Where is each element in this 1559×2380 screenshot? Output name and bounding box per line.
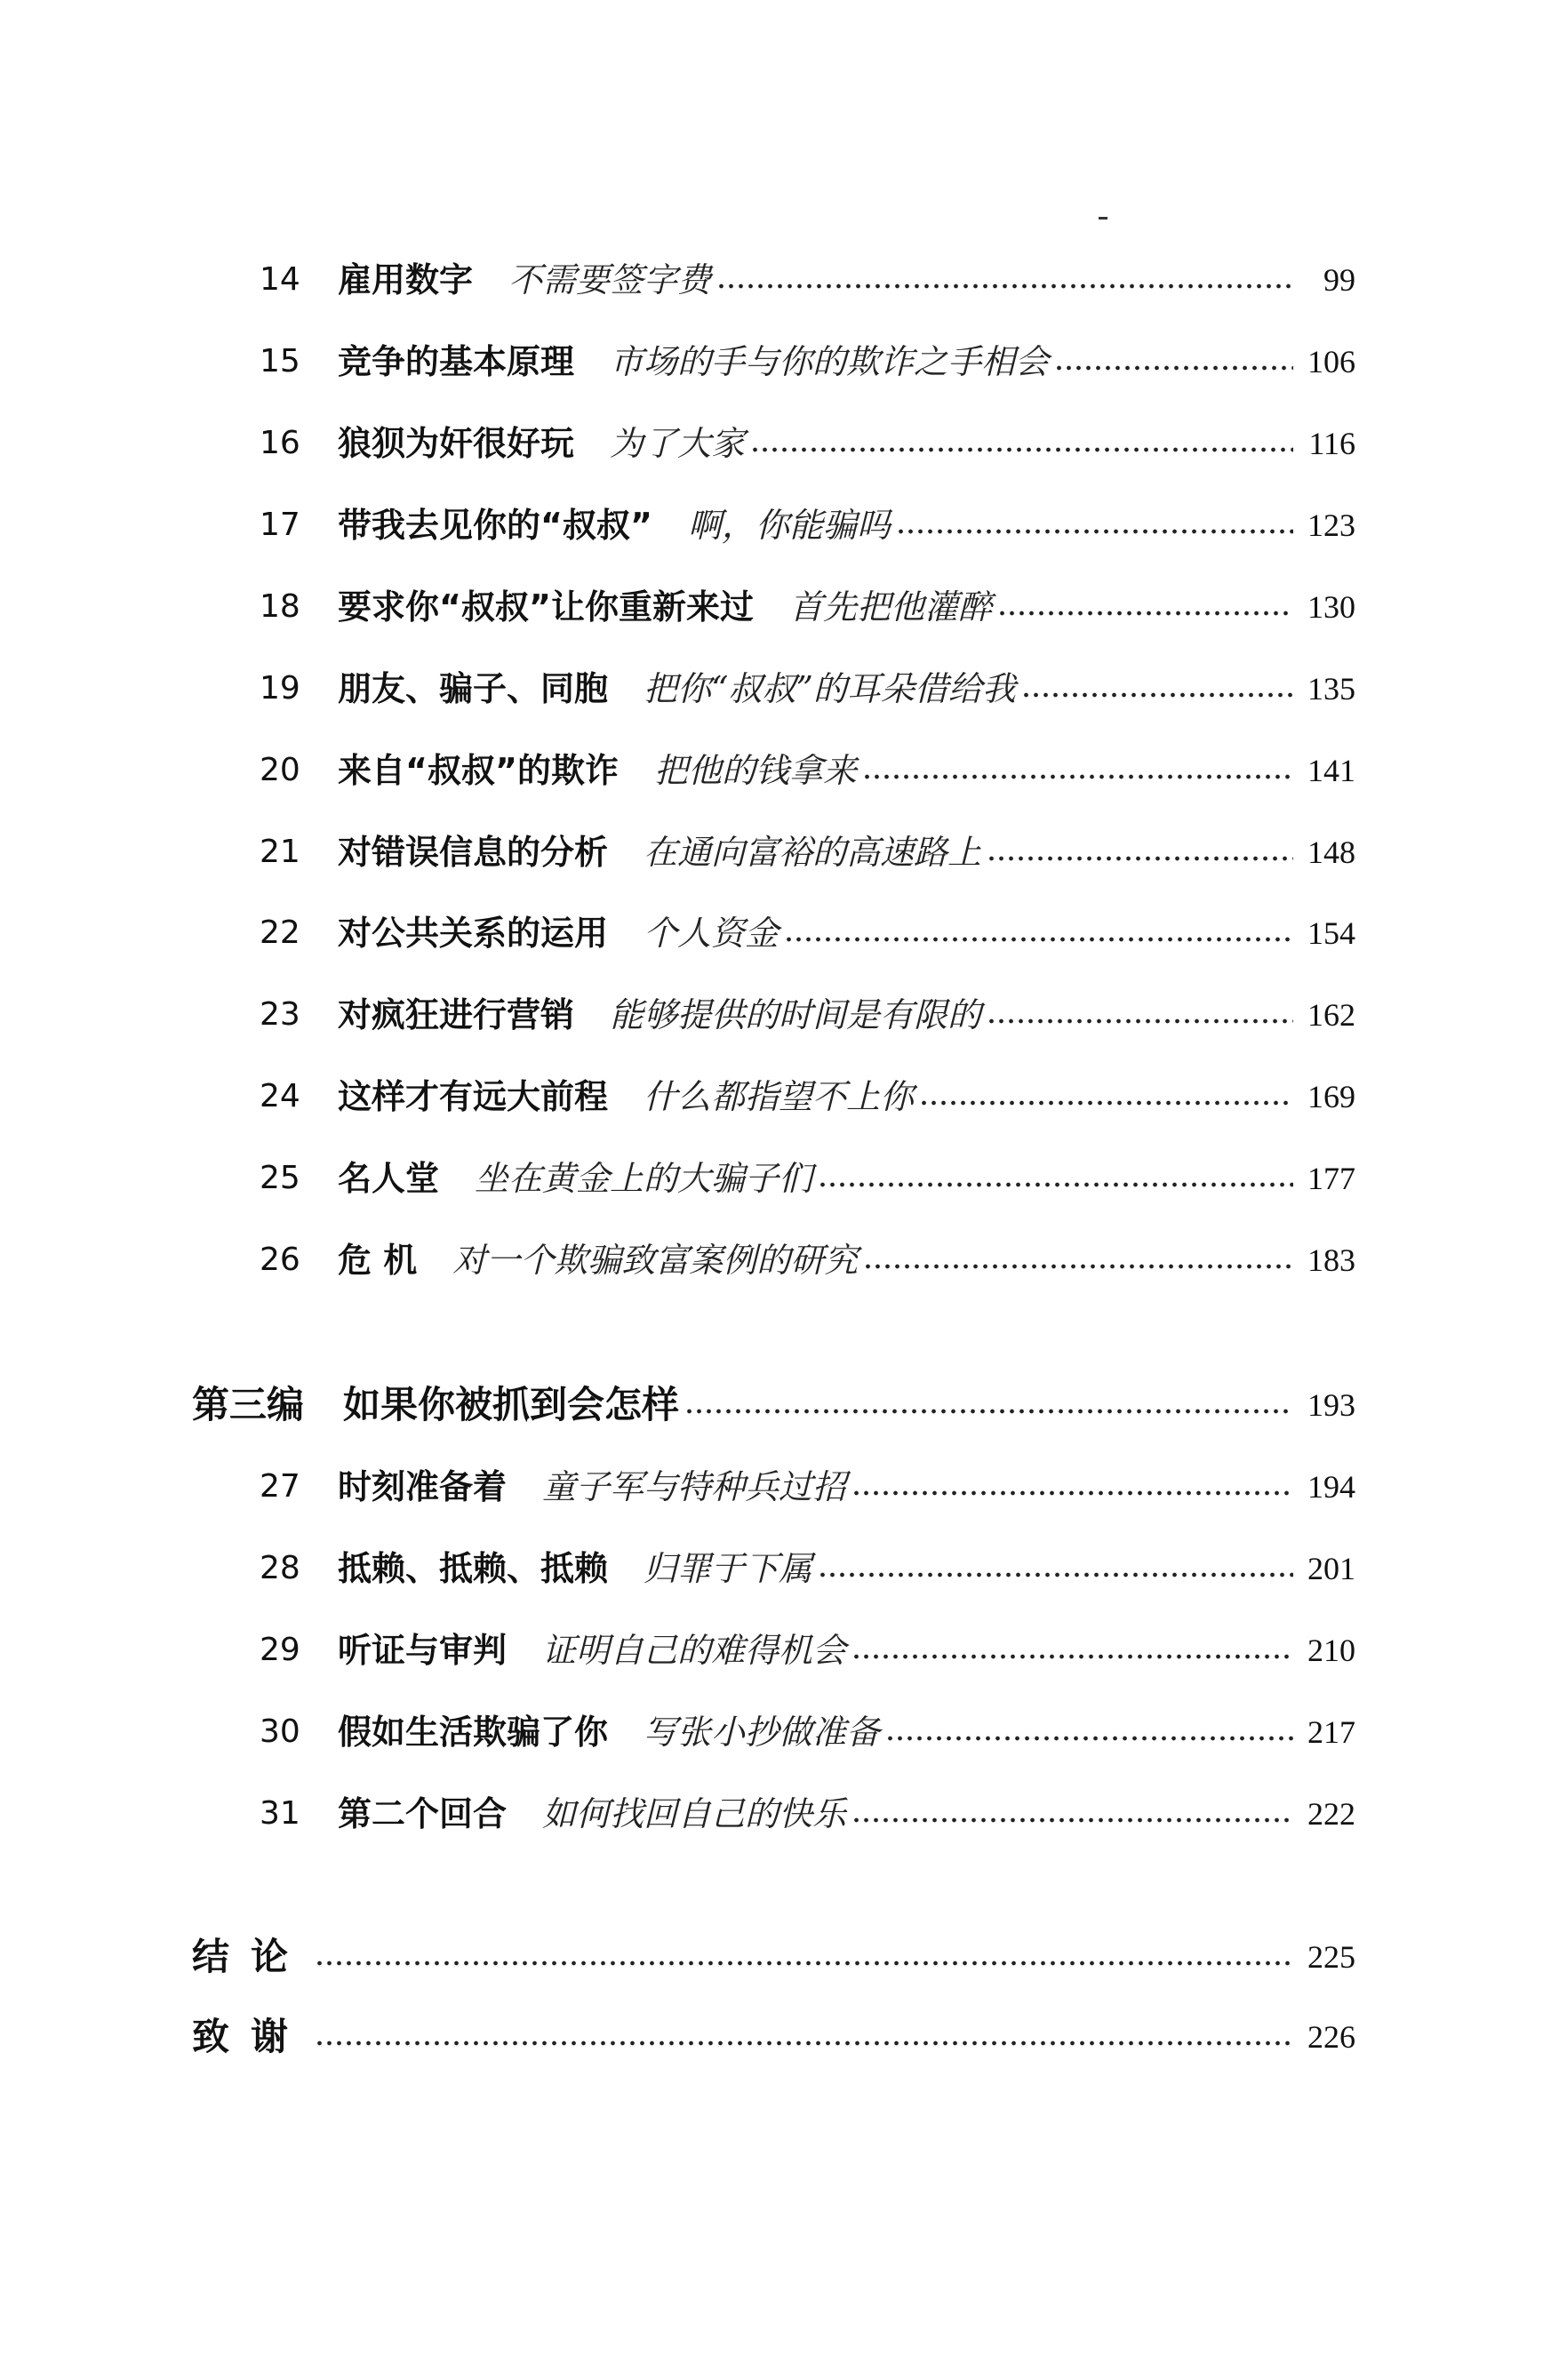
dot-leader	[716, 283, 1293, 290]
chapter-title: 这样才有远大前程	[338, 1077, 609, 1116]
dot-leader	[997, 610, 1293, 617]
chapter-title: 要求你“叔叔”让你重新来过	[338, 587, 754, 627]
page-number: 193	[1307, 1387, 1355, 1423]
page-number: 222	[1307, 1796, 1355, 1832]
chapter-number: 15	[260, 343, 300, 379]
chapter-number: 29	[260, 1632, 300, 1668]
chapter-title: 抵赖、抵赖、抵赖	[338, 1549, 609, 1588]
chapter-subtitle: 什么都指望不上你	[644, 1077, 915, 1116]
chapter-number: 18	[260, 588, 300, 625]
dot-leader	[885, 1735, 1293, 1742]
page-number: 217	[1307, 1714, 1355, 1750]
chapter-subtitle: 在通向富裕的高速路上	[644, 833, 982, 872]
chapter-number: 31	[260, 1795, 300, 1832]
dot-leader	[919, 1099, 1293, 1106]
chapter-number: 27	[260, 1468, 300, 1505]
page-number: 141	[1307, 753, 1355, 788]
chapter-number: 22	[260, 914, 300, 951]
chapter-number: 16	[260, 425, 300, 461]
page-number: 123	[1307, 507, 1355, 543]
chapter-title: 听证与审判	[338, 1631, 508, 1670]
dot-leader	[750, 446, 1293, 453]
conclusion-title: 结论	[192, 1935, 310, 1978]
chapter-subtitle: 啊，你能骗吗	[687, 506, 891, 545]
page-number: 162	[1307, 997, 1355, 1033]
toc-entry-20[interactable]	[0, 744, 1559, 797]
chapter-subtitle: 把你“叔叔”的耳朵借给我	[644, 669, 1016, 708]
toc-entry-25[interactable]	[0, 1152, 1559, 1205]
page-number: 194	[1307, 1469, 1355, 1505]
chapter-number: 19	[260, 670, 300, 707]
page-number: 210	[1307, 1633, 1355, 1668]
chapter-number: 17	[260, 507, 300, 543]
chapter-title: 对公共关系的运用	[338, 914, 609, 953]
dot-leader	[315, 2040, 1293, 2047]
chapter-subtitle: 证明自己的难得机会	[542, 1631, 847, 1670]
acknowledgements-title: 致谢	[192, 2015, 310, 2058]
dot-leader	[851, 1653, 1293, 1660]
dot-leader	[862, 773, 1293, 780]
chapter-title: 朋友、骗子、同胞	[338, 669, 609, 708]
dot-leader	[851, 1489, 1293, 1497]
chapter-subtitle: 归罪于下属	[644, 1549, 813, 1588]
toc-conclusion[interactable]	[0, 1930, 1559, 1984]
dot-leader	[818, 1571, 1293, 1578]
chapter-number: 21	[260, 834, 300, 870]
chapter-title: 带我去见你的“叔叔”	[338, 506, 652, 545]
toc-entry-16[interactable]	[0, 417, 1559, 470]
chapter-title: 名人堂	[338, 1159, 440, 1198]
page-number: 148	[1307, 835, 1355, 870]
page-number: 201	[1307, 1551, 1355, 1586]
toc-entry-14[interactable]	[0, 253, 1559, 307]
chapter-subtitle: 不需要签字费	[508, 260, 712, 299]
page-number: 169	[1307, 1079, 1355, 1114]
part-label: 第三编	[192, 1383, 305, 1426]
chapter-number: 14	[260, 261, 300, 298]
dot-leader	[987, 855, 1293, 862]
dot-leader	[784, 936, 1293, 943]
chapter-subtitle: 个人资金	[644, 914, 780, 953]
dot-leader	[818, 1181, 1293, 1188]
dot-leader	[684, 1408, 1293, 1415]
chapter-title: 危 机	[338, 1241, 418, 1280]
toc-entry-27[interactable]	[0, 1460, 1559, 1513]
dot-leader	[315, 1960, 1293, 1967]
toc-acknowledgements[interactable]	[0, 2010, 1559, 2064]
page-number: 226	[1307, 2019, 1355, 2055]
chapter-subtitle: 如何找回自己的快乐	[542, 1794, 847, 1833]
chapter-number: 28	[260, 1550, 300, 1586]
chapter-title: 竞争的基本原理	[338, 342, 575, 381]
chapter-title: 来自“叔叔”的欺诈	[338, 751, 619, 790]
dot-leader	[1021, 691, 1293, 699]
toc-entry-28[interactable]	[0, 1542, 1559, 1595]
chapter-subtitle: 市场的手与你的欺诈之手相会	[610, 342, 1050, 381]
page-number: 225	[1307, 1939, 1355, 1975]
dot-leader	[896, 528, 1293, 535]
page-number: 183	[1307, 1242, 1355, 1278]
toc-entry-21[interactable]	[0, 826, 1559, 879]
page-number: 130	[1307, 589, 1355, 625]
page-number: 177	[1307, 1161, 1355, 1196]
page-number: 106	[1307, 344, 1355, 379]
page-mark	[1099, 217, 1107, 220]
toc-entry-26[interactable]	[0, 1234, 1559, 1287]
chapter-title: 对疯狂进行营销	[338, 995, 575, 1034]
chapter-title: 对错误信息的分析	[338, 833, 609, 872]
page-number: 99	[1323, 262, 1355, 298]
toc-entry-19[interactable]	[0, 662, 1559, 715]
dot-leader	[987, 1018, 1293, 1025]
dot-leader	[863, 1263, 1293, 1270]
toc-part-three[interactable]	[0, 1378, 1559, 1432]
chapter-subtitle: 对一个欺骗致富案例的研究	[452, 1241, 859, 1280]
chapter-number: 30	[260, 1713, 300, 1750]
toc-entry-24[interactable]	[0, 1070, 1559, 1123]
page-number: 135	[1307, 671, 1355, 707]
chapter-number: 20	[260, 752, 300, 788]
part-title: 如果你被抓到会怎样	[343, 1383, 680, 1426]
toc-entry-17[interactable]	[0, 499, 1559, 552]
page-number: 116	[1308, 426, 1355, 461]
chapter-number: 25	[260, 1160, 300, 1196]
chapter-title: 假如生活欺骗了你	[338, 1713, 609, 1752]
chapter-subtitle: 能够提供的时间是有限的	[610, 995, 982, 1034]
dot-leader	[851, 1817, 1293, 1824]
toc-entry-31[interactable]	[0, 1787, 1559, 1841]
toc-entry-23[interactable]	[0, 988, 1559, 1042]
toc-entry-30[interactable]	[0, 1705, 1559, 1759]
chapter-subtitle: 童子军与特种兵过招	[542, 1467, 847, 1506]
toc-entry-22[interactable]	[0, 906, 1559, 960]
dot-leader	[1054, 364, 1293, 371]
chapter-subtitle: 坐在黄金上的大骗子们	[475, 1159, 813, 1198]
chapter-title: 时刻准备着	[338, 1467, 508, 1506]
chapter-subtitle: 写张小抄做准备	[644, 1713, 881, 1752]
chapter-title: 狼狈为奸很好玩	[338, 424, 575, 463]
chapter-title: 第二个回合	[338, 1794, 508, 1833]
toc-entry-18[interactable]	[0, 580, 1559, 634]
toc-entry-29[interactable]	[0, 1624, 1559, 1677]
toc-entry-15[interactable]	[0, 335, 1559, 388]
chapter-number: 23	[260, 996, 300, 1033]
chapter-subtitle: 首先把他灌醉	[788, 587, 992, 627]
chapter-title: 雇用数字	[338, 260, 474, 299]
chapter-number: 24	[260, 1078, 300, 1114]
chapter-number: 26	[260, 1242, 300, 1278]
chapter-subtitle: 为了大家	[610, 424, 746, 463]
page-number: 154	[1307, 915, 1355, 951]
chapter-subtitle: 把他的钱拿来	[653, 751, 857, 790]
